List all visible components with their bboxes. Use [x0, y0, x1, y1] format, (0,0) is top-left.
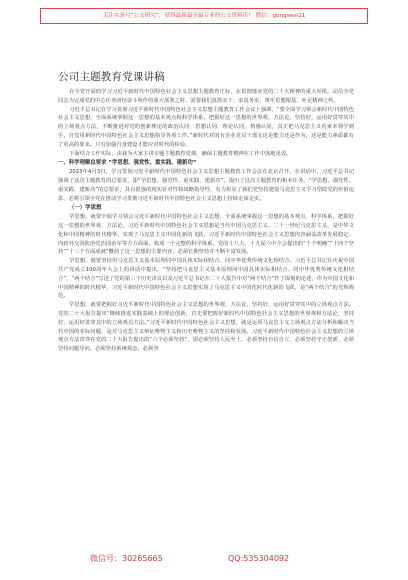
subsection-paragraph: 学思想，就要坚持用马克思主义基本原理同中国具体实际相结合、同中华优秀传统文化相结合。习近平总书记在庆祝中国共产党成立100周年大会上的讲话中提出，“坚持把马克思主义基本原理同中国具体实际相结合、同中华优秀传统文化相结合”，“两个结合”写进了党的第三个历史决议以及习近平总书记在二十大报告中对“两个结合”作了深刻的论述，作为中国文化和中国精神的时代精华，习近平新时代中国特色社会主义思想实现了马克思主义中国化时代化新的飞跃，是“两个结合”的光辉典范。 [58, 258, 354, 300]
intro-paragraph: 习近平总书记在学习贯彻习近平新时代中国特色社会主义思想主题教育工作会议上强调，“要全面学习领会新时代中国特色社会主义思想，全面系统掌握这一思想的基本观点和科学体系，把握好这一思想的世界观、方法论，坚持好、运用好贯穿其中的立场观点方法，不断推进对党的创新理论的政治认同、思想认同、理论认同、情感认同，真正把马克思主义看家本领学到手，自觉用新时代中国特色社会主义思想指导各项工作。”新时代对国有企业党员干部无论是能力还是作为，还是能力素质都有了更高的要求。只有加强自身建设才能应对时代的检验。 [58, 106, 354, 148]
intro-paragraph: 在全党开展的学习习近平新时代中国特色社会主义思想主题教育正标，在贯彻落实党的二十大精神的重大举措，动员全党同志为完成党的中心任务团结奋斗所作的重大部署之时，需要我们真抓实干、求真务实、筑牢思想根基、补足精神之钙。 [58, 89, 354, 104]
subsection-paragraph: 学思想，就要全面学习领会习近平新时代中国特色社会主义思想，全面系统掌握这一思想的基本观点、科学体系，把握好这一思想的世界观、方法论。习近平新时代中国特色社会主义思想是当代中国马克思主义、二十一世纪马克思主义，是中华文化和中国精神的时代精华，实现了马克思主义中国化新的飞跃。习近平新时代中国特色社会主义思想内容涵盖改革发展稳定、内政外交国防治党治国治军等方方面面，构成一个完整的科学体系。党的十八大、十九届六中全会提出的“十个明确”“十四个坚持”“十三个方面成就”概括了这一思想的主要内容，必须长期坚持并不断丰富发展。 [58, 214, 354, 256]
subsection-paragraph: 学思想，就要把握好习近平新时代中国特色社会主义思想的世界观、方法论，坚持好、运用好贯穿其中的立场观点方法。党的二十大报告提出“继续推进实践基础上的理论创新，首先要把握好新时代中国特色社会主义思想的世界观和方法论，坚持好、运用好贯穿其中的立场观点方法。”习近平新时代中国特色社会主义思想，就是运用马克思主义立场观点方法分析和解决当代中国的实际问题，是对马克思主义辩证唯物主义和历史唯物主义的坚持和发展。习近平新时代中国特色社会主义思想的立场观点方法贯穿在党的二十大报告提出的“六个必须坚持”，即必须坚持人民至上、必须坚持自信自立、必须坚持守正创新、必须坚持问题导向、必须坚持系统观念、必须坚 [58, 302, 354, 353]
footer-wechat: 微信号：30265665 [90, 554, 163, 563]
document-body [58, 88, 354, 538]
section-paragraph: 2023年4月3日，学习贯彻习近平新时代中国特色社会主义思想主题教育工作会议在北京召开。在讲话中，习近平总书记强调了这次主题教育的总要求，即“学思想、强党性、重实践、建新功”，提出了这次主题教育的根本任务。“学思想、强党性、重实践、建新功”的总要求，具有很强的现实针对性和战略指导性，有力彰显了我们党坚持建设马克思主义学习型政党的价值追求，必将引领全党在推动学习贯彻习近平新时代中国特色社会主义思想上持续走深走实。 [58, 169, 354, 202]
document-title: 公司主题教育党课讲稿 [58, 71, 165, 83]
footer-bar [0, 551, 408, 567]
footer-qq: QQ:535304092 [228, 554, 290, 563]
intro-paragraph: 下面结合工作实际，由我为大家主讲专题主题教育党课，确保主题教育精神在工作中落地见效。 [69, 150, 292, 157]
subsection-heading: （一）学思想 [69, 205, 102, 212]
section-heading: 一、科学理解总要求 “学思想、强党性、重实践、建新功” [58, 160, 197, 167]
header-banner: 关注头条号“公文研究”，获得最新最全最专业的公文资料库！ 微信：gongwen11 [40, 8, 368, 24]
